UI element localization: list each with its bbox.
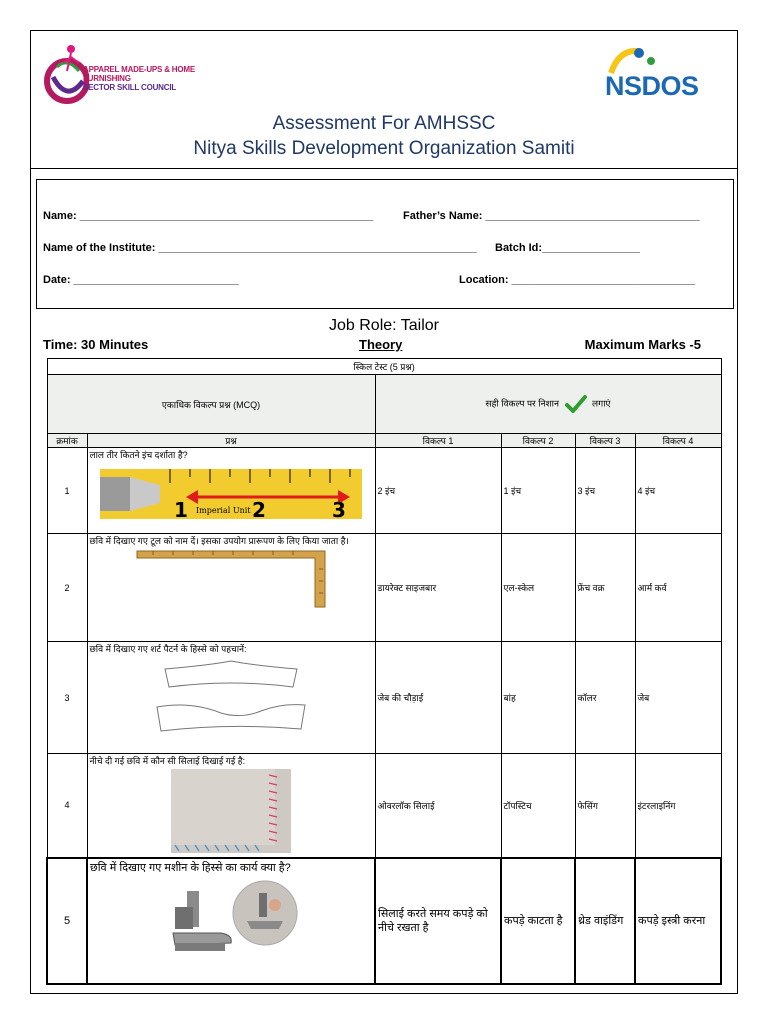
option-2[interactable]: टॉपस्टिच — [501, 754, 575, 858]
option-2[interactable]: कपड़े काटता है — [501, 858, 575, 984]
option-2[interactable]: एल-स्केल — [501, 534, 575, 642]
option-2[interactable]: 1 इंच — [501, 448, 575, 534]
col-header-option2: विकल्प 2 — [501, 434, 575, 448]
question-text: लाल तीर कितने इंच दर्शाता है? — [89, 450, 188, 460]
location-field[interactable]: Location: ______________________________ — [459, 274, 696, 286]
batch-id-field[interactable]: Batch Id:________________ — [495, 242, 640, 254]
question-number: 1 — [47, 448, 87, 534]
table-row — [47, 858, 721, 984]
question-cell — [87, 858, 375, 984]
question-cell — [87, 448, 375, 534]
tick-instruction — [375, 375, 721, 434]
option-1[interactable]: 2 इंच — [375, 448, 501, 534]
col-header-option4: विकल्प 4 — [635, 434, 721, 448]
mcq-table — [46, 358, 722, 985]
question-number: 2 — [47, 534, 87, 642]
option-3[interactable]: फ्रेंच वक्र — [575, 534, 635, 642]
title-line1: Assessment For AMHSSC — [272, 113, 496, 134]
maximum-marks: Maximum Marks -5 — [584, 337, 701, 352]
ruler-number-3: 3 — [332, 498, 346, 522]
option-1[interactable]: ओवरलॉक सिलाई — [375, 754, 501, 858]
option-1[interactable]: डायरेक्ट साइजबार — [375, 534, 501, 642]
option-4[interactable]: 4 इंच — [635, 448, 721, 534]
col-header-serial: क्रमांक — [47, 434, 87, 448]
option-1[interactable]: जेब की चौड़ाई — [375, 642, 501, 754]
title-line2: Nitya Skills Development Organization Samiti — [193, 138, 575, 159]
logo-text-line1: APPAREL MADE-UPS & HOME FURNISHING — [83, 65, 196, 83]
section-title: Theory — [359, 337, 403, 352]
skill-test-header: स्किल टेस्ट (5 प्रश्न) — [47, 359, 721, 375]
job-role: Job Role: Tailor — [329, 317, 439, 334]
question-text: नीचे दी गई छवि में कौन सी सिलाई दिखाई गई है: — [89, 756, 246, 766]
ruler-unit-label: Imperial Unit — [196, 506, 251, 515]
question-number: 4 — [47, 754, 87, 858]
option-3[interactable]: फेसिंग — [575, 754, 635, 858]
option-3[interactable]: 3 इंच — [575, 448, 635, 534]
option-4[interactable]: कपड़े इस्त्री करना — [635, 858, 721, 984]
table-row — [47, 754, 721, 858]
nsdos-logo — [605, 43, 715, 103]
question-cell — [87, 534, 375, 642]
option-3[interactable]: थ्रेड वाइंडिंग — [575, 858, 635, 984]
nsdos-text: NSDOS — [605, 71, 699, 101]
tick-instruction-before: सही विकल्प पर निशान — [485, 398, 560, 409]
name-field[interactable]: Name: ________________________________________________ — [43, 210, 374, 222]
check-mark-icon — [565, 395, 587, 413]
option-3[interactable]: कॉलर — [575, 642, 635, 754]
measuring-tape-image — [100, 463, 362, 523]
time-limit: Time: 30 Minutes — [43, 337, 149, 352]
table-row — [47, 448, 721, 534]
col-header-question: प्रश्न — [87, 434, 375, 448]
question-text: छवि में दिखाए गए टूल को नाम दें। इसका उपयोग प्रारूपण के लिए किया जाता है। — [89, 536, 349, 546]
date-field[interactable]: Date: ___________________________ — [43, 274, 239, 286]
institute-field[interactable]: Name of the Institute: ____________________________________________________ — [43, 242, 477, 254]
question-text: छवि में दिखाए गए मशीन के हिस्से का कार्य क्या है? — [90, 861, 291, 874]
col-header-option3: विकल्प 3 — [575, 434, 635, 448]
tick-instruction-after: लगाएं — [592, 398, 611, 409]
logo-text-line2: SECTOR SKILL COUNCIL — [83, 83, 177, 92]
option-2[interactable]: बांह — [501, 642, 575, 754]
table-row — [47, 534, 721, 642]
ruler-number-2: 2 — [252, 498, 266, 522]
option-1[interactable]: सिलाई करते समय कपड़े को नीचे रखता है — [375, 858, 501, 984]
mcq-title: एकाधिक विकल्प प्रश्न (MCQ) — [47, 375, 375, 434]
question-text: छवि में दिखाए गए शर्ट पैटर्न के हिस्से को पहचानें: — [89, 644, 247, 654]
question-number: 5 — [47, 858, 87, 984]
father-name-field[interactable]: Father’s Name: ___________________________________ — [403, 210, 700, 222]
option-4[interactable]: आर्म कर्व — [635, 534, 721, 642]
candidate-info-box — [36, 179, 734, 309]
shirt-pattern-image — [151, 657, 311, 737]
question-cell — [87, 642, 375, 754]
option-4[interactable]: जेब — [635, 642, 721, 754]
amhssc-logo — [43, 37, 233, 117]
option-4[interactable]: इंटरलाइनिंग — [635, 754, 721, 858]
ruler-number-1: 1 — [174, 498, 188, 522]
presser-foot-image — [161, 877, 301, 967]
question-cell — [87, 754, 375, 858]
header-divider — [31, 168, 737, 169]
table-row — [47, 642, 721, 754]
col-header-option1: विकल्प 1 — [375, 434, 501, 448]
question-number: 3 — [47, 642, 87, 754]
l-scale-image — [133, 549, 329, 609]
overlock-stitch-image — [171, 769, 291, 853]
